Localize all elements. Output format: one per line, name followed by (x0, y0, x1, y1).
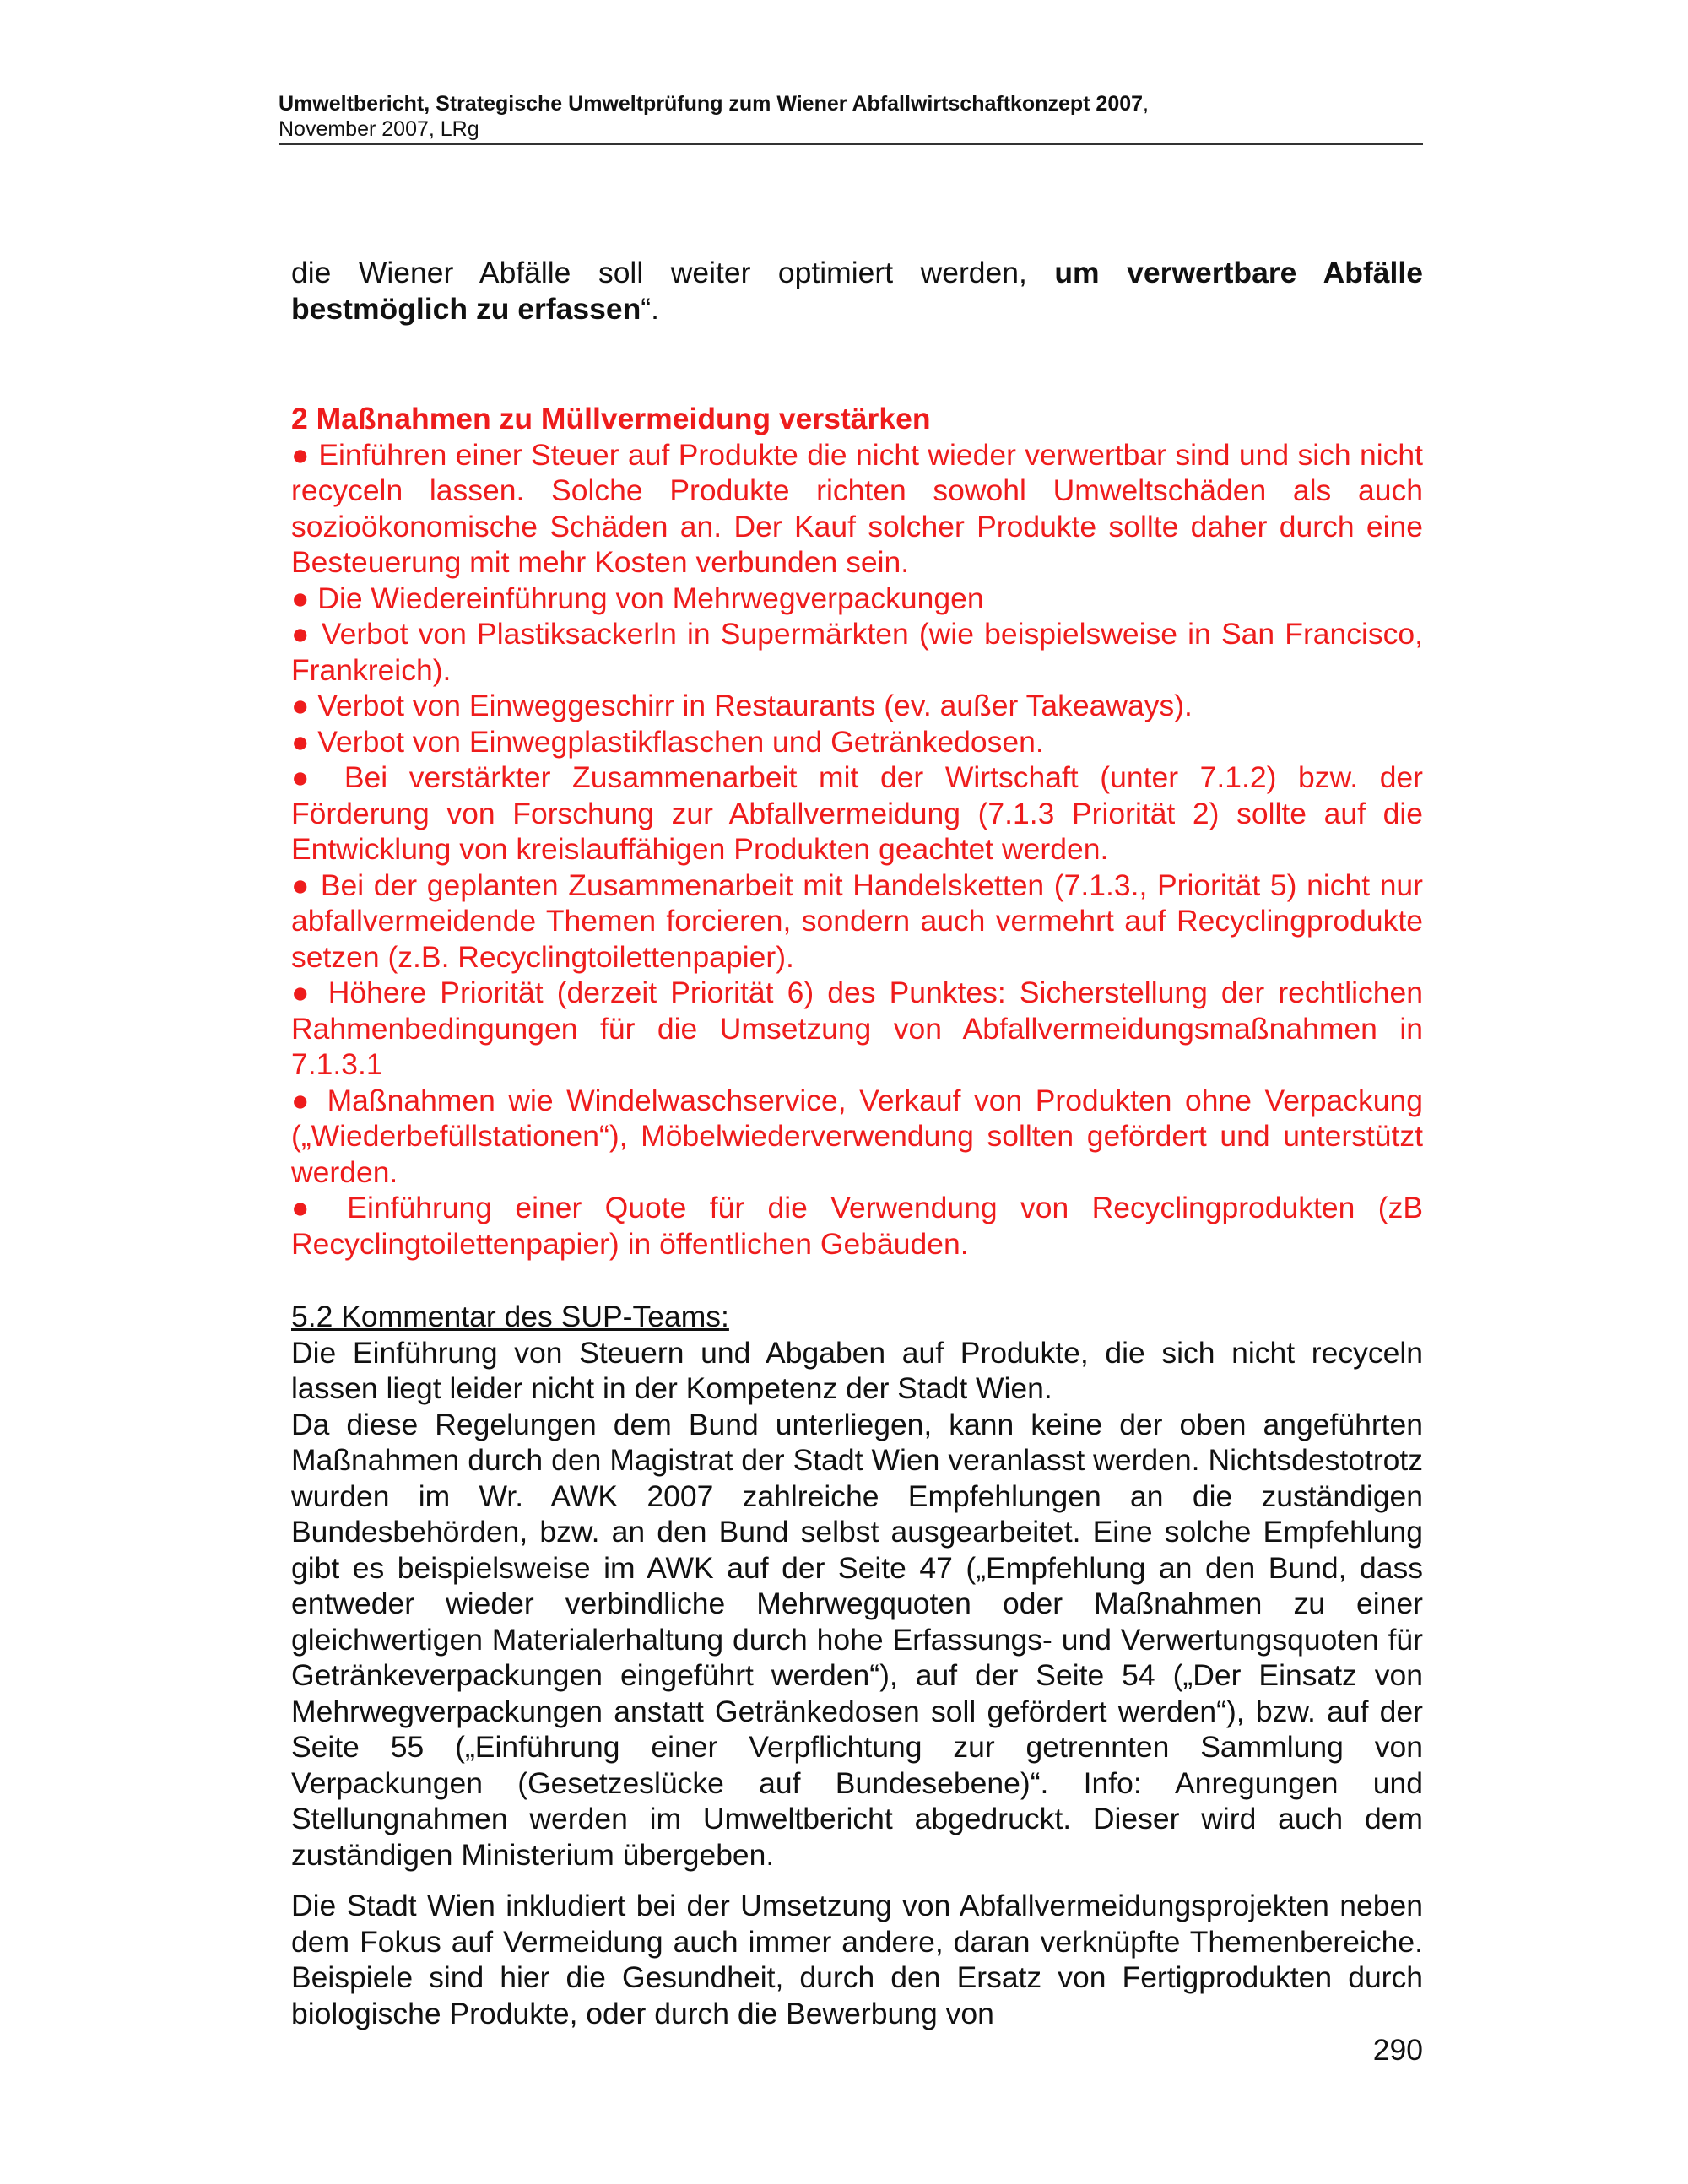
intro-paragraph (291, 255, 1423, 327)
statement-bullet-3: ● Verbot von Plastiksackerln in Supermärkten (wie beispielsweise in San Francisco, Frankreich). (291, 617, 1423, 687)
comment-paragraph-1: Die Einführung von Steuern und Abgaben auf Produkte, die sich nicht recyceln lassen liegt leider nicht in der Kompetenz der Stadt Wien. (291, 1335, 1423, 1405)
statement-bullet-5: ● Verbot von Einwegplastikflaschen und Getränkedosen. (291, 724, 1044, 759)
statement-bullet-4: ● Verbot von Einweggeschirr in Restaurants (ev. außer Takeaways). (291, 689, 1193, 722)
statement-bullet-10: ● Einführung einer Quote für die Verwendung von Recyclingprodukten (zB Recyclingtoilettenpapier) in öffentlichen Gebäuden. (291, 1191, 1423, 1261)
comment-paragraph-3: Die Stadt Wien inkludiert bei der Umsetzung von Abfallvermeidungsprojekten neben dem Fokus auf Vermeidung auch immer andere, daran verknüpfte Themenbereiche. Beispiele sind hier die Gesundheit, durch den Ersatz von Fertigprodukten durch biologische Produkte, oder durch die Bewerbung von (291, 1889, 1423, 2030)
statement-bullet-1: ● Einführen einer Steuer auf Produkte die nicht wieder verwertbar sind und sich nicht recyceln lassen. Solche Produkte richten sowohl Umweltschäden als auch sozioökonomische Schäden an. Der Kauf solcher Produkte sollte daher durch eine Besteuerung mit mehr Kosten verbunden sein. (291, 437, 1423, 579)
header-title-line (279, 91, 1423, 116)
comment-paragraph-2: Da diese Regelungen dem Bund unterliegen, kann keine der oben angeführten Maßnahmen durch den Magistrat der Stadt Wien veranlasst werden. Nichtsdestotrotz wurden im Wr. AWK 2007 zahlreiche Empfehlungen an die zuständigen Bundesbehörden, bzw. an den Bund selbst ausgearbeitet. Eine solche Empfehlung gibt es beispielsweise im AWK auf der Seite 47 („Empfehlung an den Bund, dass entweder wieder verbindliche Mehrwegquoten oder Maßnahmen zu einer gleichwertigen Materialerhaltung durch hohe Erfassungs- und Verwertungsquoten für Getränkeverpackungen eingeführt werden“), auf der Seite 54 („Der Einsatz von Mehrwegverpackungen anstatt Getränkedosen soll gefördert werden“), bzw. auf der Seite 55 („Einführung einer Verpflichtung zur getrennten Sammlung von Verpackungen (Gesetzeslücke auf Bundesebene)“. Info: Anregungen und Stellungnahmen werden im Umweltbericht abgedruckt. Dieser wird auch dem zuständigen Ministerium übergeben. (291, 1407, 1423, 1872)
intro-bold-text: um verwertbare Abfälle bestmöglich zu erfassen (291, 256, 1423, 326)
statement-bullet-8: ● Höhere Priorität (derzeit Priorität 6) des Punktes: Sicherstellung der rechtlichen Rahmenbedingungen für die Umsetzung von Abfallvermeidungsmaßnahmen in 7.1.3.1 (291, 976, 1423, 1081)
header-title-suffix: , (1143, 92, 1149, 116)
page-header (279, 91, 1423, 145)
intro-end: “. (641, 291, 659, 326)
statement-bullet-7: ● Bei der geplanten Zusammenarbeit mit Handelsketten (7.1.3., Priorität 5) nicht nur abfallvermeidende Themen forcieren, sondern auch vermehrt auf Recyclingprodukte setzen (z.B. Recyclingtoilettenpapier). (291, 868, 1423, 974)
statement-block (291, 401, 1423, 1262)
header-title: Umweltbericht, Strategische Umweltprüfung zum Wiener Abfallwirtschaftkonzept 2007 (279, 92, 1144, 116)
header-subtitle: November 2007, LRg (279, 117, 479, 141)
statement-bullet-6: ● Bei verstärkter Zusammenarbeit mit der Wirtschaft (unter 7.1.2) bzw. der Förderung von Forschung zur Abfallvermeidung (7.1.3 Priorität 2) sollte auf die Entwicklung von kreislauffähigen Produkten geachtet werden. (291, 760, 1423, 866)
page-number: 290 (1372, 2033, 1423, 2067)
page-content (291, 255, 1423, 2031)
comment-heading: 5.2 Kommentar des SUP-Teams: (291, 1300, 729, 1333)
statement-bullet-2: ● Die Wiedereinführung von Mehrwegverpackungen (291, 581, 984, 615)
statement-bullet-9: ● Maßnahmen wie Windelwaschservice, Verkauf von Produkten ohne Verpackung („Wiederbefüllstationen“), Möbelwiederverwendung sollten gefördert und unterstützt werden. (291, 1083, 1423, 1189)
statement-title: 2 Maßnahmen zu Müllvermeidung verstärken (291, 402, 931, 435)
intro-text: die Wiener Abfälle soll weiter optimiert werden, (291, 256, 1055, 289)
